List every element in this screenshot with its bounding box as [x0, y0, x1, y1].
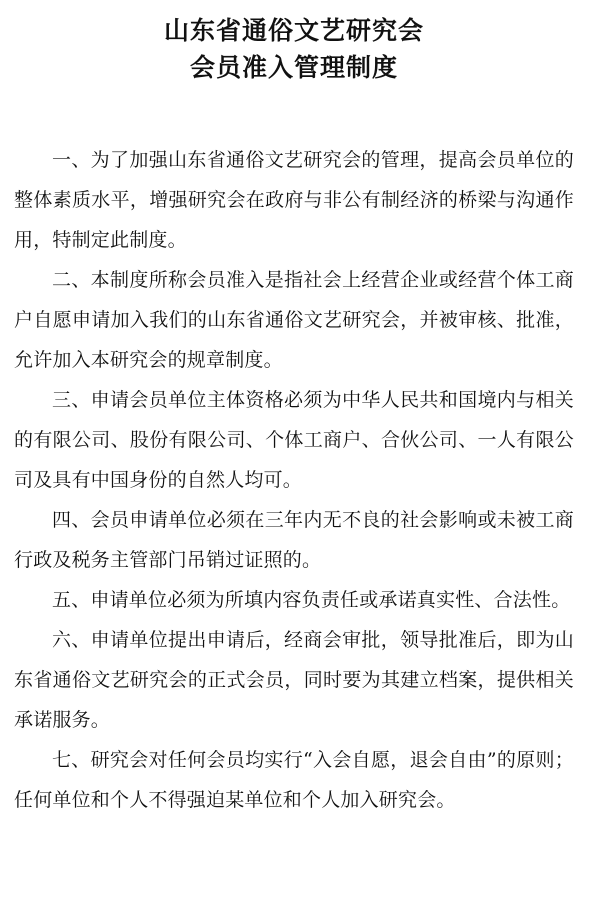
document-title	[14, 12, 574, 86]
clause-1: 一、为了加强山东省通俗文艺研究会的管理，提高会员单位的整体素质水平，增强研究会在政府与非公有制经济的桥梁与沟通作用，特制定此制度。	[14, 149, 574, 251]
clause-7: 七、研究会对任何会员均实行“入会自愿，退会自由”的原则；任何单位和个人不得强迫某单位和个人加入研究会。	[14, 749, 574, 811]
title-line-organization: 山东省通俗文艺研究会	[163, 16, 424, 45]
title-line-regulation: 会员准入管理制度	[189, 53, 398, 82]
clause-5: 五、申请单位必须为所填内容负责任或承诺真实性、合法性。	[52, 589, 571, 611]
clause-4: 四、会员申请单位必须在三年内无不良的社会影响或未被工商行政及税务主管部门吊销过证照的。	[14, 509, 574, 571]
clause-2: 二、本制度所称会员准入是指社会上经营企业或经营个体工商户自愿申请加入我们的山东省通俗文艺研究会，并被审核、批准，允许加入本研究会的规章制度。	[14, 269, 574, 371]
document-body	[14, 140, 574, 820]
clause-6: 六、申请单位提出申请后，经商会审批，领导批准后，即为山东省通俗文艺研究会的正式会员，同时要为其建立档案，提供相关承诺服务。	[14, 629, 574, 731]
clause-3: 三、申请会员单位主体资格必须为中华人民共和国境内与相关的有限公司、股份有限公司、个体工商户、合伙公司、一人有限公司及具有中国身份的自然人均可。	[14, 389, 574, 491]
